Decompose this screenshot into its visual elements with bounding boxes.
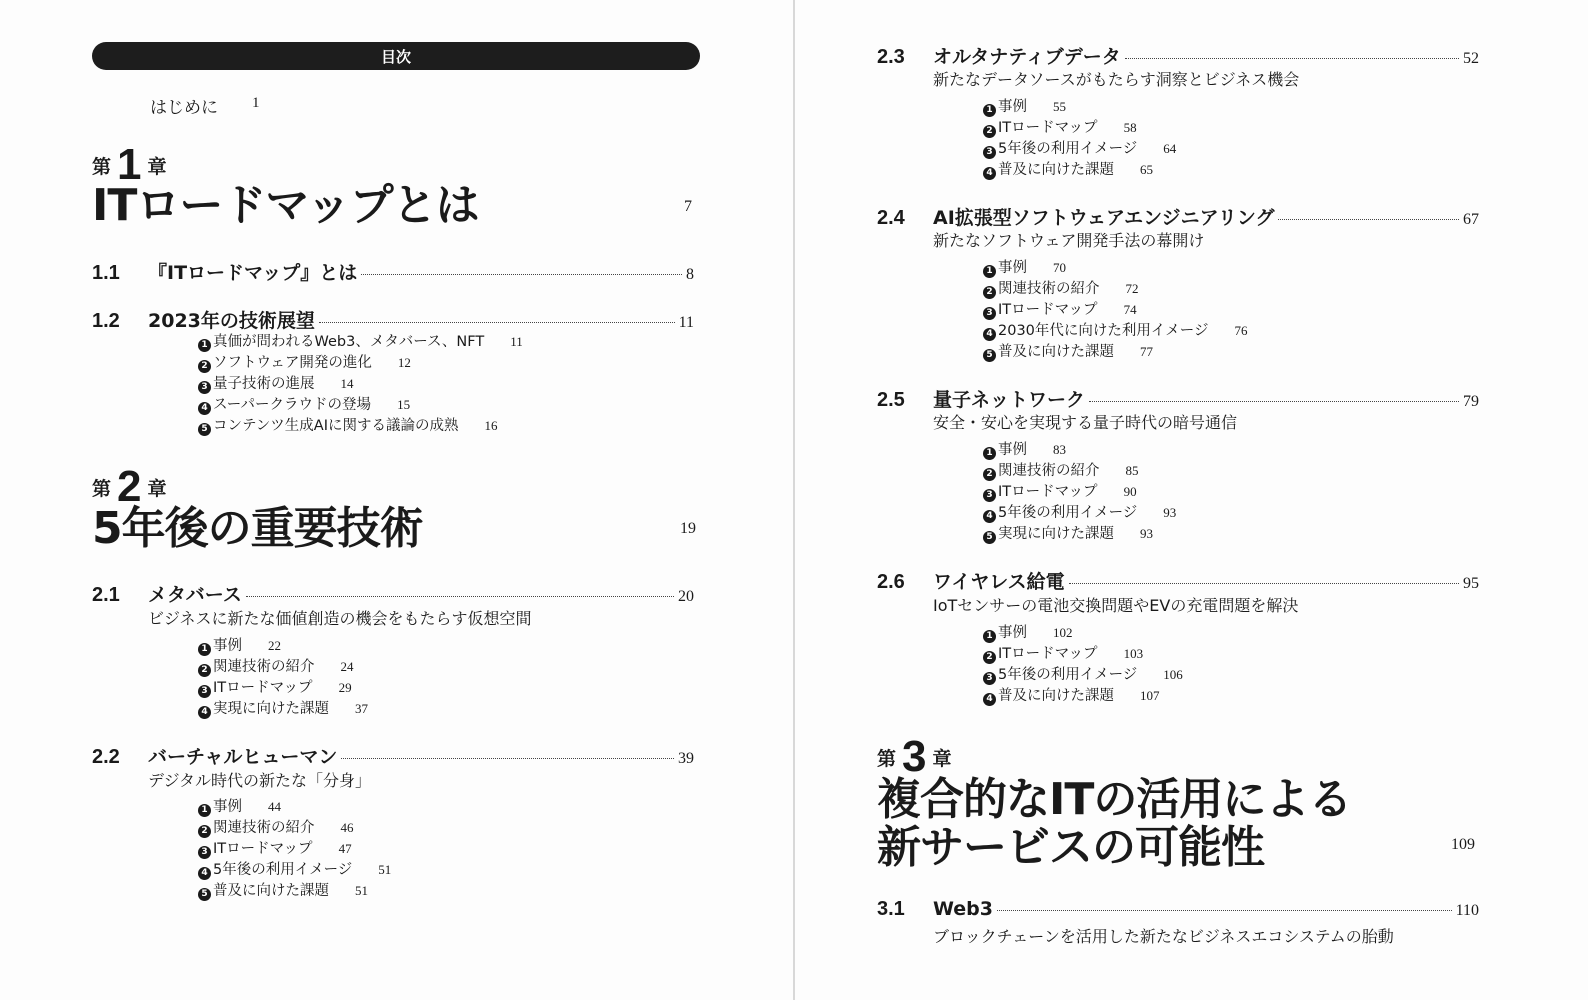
chapter-label-pre: 第 [92,156,112,178]
item-page: 15 [397,397,411,412]
section-page: 79 [1463,393,1479,410]
number-marker-icon: 2 [198,825,211,838]
section-number: 2.6 [877,571,905,593]
number-marker-icon: 1 [198,339,211,352]
chapter-label-post: 章 [147,478,167,500]
section-2-2-subtitle: デジタル時代の新たな「分身」 [148,771,372,790]
number-marker-icon: 1 [198,643,211,656]
item-label: ITロードマップ [213,841,313,857]
item-page: 12 [397,355,411,370]
number-marker-icon: 4 [198,706,211,719]
section-2-4[interactable] [877,203,1479,230]
chapter-2-page: 19 [680,520,696,537]
chapter-number: 2 [117,462,142,511]
item-label: ITロードマップ [998,120,1098,136]
list-item[interactable] [198,816,391,837]
item-label: 普及に向けた課題 [998,344,1114,360]
list-item[interactable] [983,137,1176,158]
number-marker-icon: 3 [198,381,211,394]
list-item[interactable] [198,858,391,879]
section-2-2[interactable] [92,742,694,769]
item-label: 量子技術の進展 [213,376,315,392]
chapter-label-pre: 第 [877,748,897,770]
item-label: 実現に向けた課題 [998,526,1114,542]
number-marker-icon: 2 [983,125,996,138]
item-label: 5年後の利用イメージ [998,141,1138,157]
item-label: 5年後の利用イメージ [998,505,1138,521]
list-item[interactable] [983,298,1247,319]
item-page: 46 [340,820,354,835]
number-marker-icon: 4 [198,867,211,880]
section-title: オルタナティブデータ [933,46,1121,68]
item-page: 22 [268,638,281,653]
item-page: 74 [1123,302,1137,317]
item-page: 103 [1123,646,1144,661]
item-label: ITロードマップ [213,680,313,696]
list-item[interactable] [198,634,368,655]
list-item[interactable] [198,676,368,697]
item-page: 11 [510,334,523,349]
item-page: 58 [1123,120,1137,135]
item-page: 64 [1163,141,1177,156]
dotted-leader [361,274,682,275]
section-1-2-items [198,330,523,435]
section-2-2-items [198,795,391,900]
number-marker-icon: 2 [198,664,211,677]
item-label: 事例 [998,442,1027,458]
number-marker-icon: 3 [198,685,211,698]
section-page: 20 [678,588,694,605]
item-page: 102 [1053,625,1073,640]
number-marker-icon: 3 [983,672,996,685]
chapter-title-line: ITロードマップとは [92,180,479,231]
chapter-label-post: 章 [147,156,167,178]
item-page: 83 [1053,442,1066,457]
list-item[interactable] [983,277,1247,298]
item-label: 事例 [213,638,242,654]
number-marker-icon: 3 [198,846,211,859]
preface-title[interactable]: はじめに [150,98,218,118]
chapter-title-line: 新サービスの可能性 [877,822,1264,873]
section-2-6-subtitle: IoTセンサーの電池交換問題やEVの充電問題を解決 [933,596,1299,615]
number-marker-icon: 4 [983,328,996,341]
list-item[interactable] [983,501,1176,522]
item-label: 関連技術の紹介 [213,659,315,675]
number-marker-icon: 5 [983,349,996,362]
item-page: 55 [1053,99,1066,114]
item-label: 関連技術の紹介 [213,820,315,836]
list-item[interactable] [198,330,523,351]
list-item[interactable] [983,459,1176,480]
number-marker-icon: 1 [198,804,211,817]
number-marker-icon: 1 [983,265,996,278]
number-marker-icon: 5 [198,423,211,436]
section-page: 110 [1455,902,1479,919]
section-2-1[interactable] [92,580,694,607]
list-item[interactable] [198,655,368,676]
section-2-3-items [983,95,1176,179]
dotted-leader [997,910,1452,911]
list-item[interactable] [983,95,1176,116]
preface-page: 1 [252,95,260,111]
number-marker-icon: 5 [198,888,211,901]
item-page: 90 [1123,484,1137,499]
chapter-2-title[interactable] [92,505,423,553]
item-label: スーパークラウドの登場 [213,397,372,413]
list-item[interactable] [983,522,1176,543]
number-marker-icon: 1 [983,630,996,643]
dotted-leader [1089,401,1459,402]
chapter-1-page: 7 [684,198,692,215]
item-label: 関連技術の紹介 [998,463,1100,479]
list-item[interactable] [983,158,1176,179]
section-page: 11 [678,314,694,331]
section-1-1[interactable] [92,258,694,285]
item-page: 77 [1140,344,1153,359]
chapter-title-line: 5年後の重要技術 [92,503,423,554]
item-page: 106 [1163,667,1183,682]
number-marker-icon: 1 [983,104,996,117]
item-label: 普及に向けた課題 [998,162,1114,178]
chapter-label-post: 章 [932,748,952,770]
chapter-number: 3 [902,732,927,781]
item-page: 51 [355,883,368,898]
chapter-3-title[interactable] [877,776,1351,872]
item-label: 5年後の利用イメージ [213,862,353,878]
list-item[interactable] [198,879,391,900]
chapter-3-page: 109 [1451,836,1475,853]
section-page: 39 [678,750,694,767]
section-3-1[interactable] [877,898,1479,921]
item-label: 事例 [998,625,1027,641]
item-page: 24 [340,659,354,674]
item-page: 85 [1125,463,1139,478]
section-title: AI拡張型ソフトウェアエンジニアリング [933,207,1275,229]
list-item[interactable] [983,116,1176,137]
item-label: 事例 [998,99,1027,115]
section-2-3[interactable] [877,42,1479,69]
list-item[interactable] [983,621,1183,642]
dotted-leader [1278,219,1459,220]
chapter-title-line: 複合的なITの活用による [877,774,1352,825]
left-page [0,0,793,1000]
section-page: 67 [1463,211,1479,228]
item-page: 70 [1053,260,1066,275]
section-2-5-items [983,438,1176,543]
list-item[interactable] [198,393,523,414]
section-2-3-subtitle: 新たなデータソースがもたらす洞察とビジネス機会 [933,70,1300,89]
item-label: 事例 [998,260,1027,276]
item-page: 29 [338,680,352,695]
item-page: 14 [340,376,354,391]
item-page: 65 [1140,162,1153,177]
list-item[interactable] [983,319,1247,340]
list-item[interactable] [983,340,1247,361]
item-page: 72 [1125,281,1139,296]
list-item[interactable] [198,837,391,858]
number-marker-icon: 2 [983,468,996,481]
list-item[interactable] [983,642,1183,663]
item-label: コンテンツ生成AIに関する議論の成熟 [213,418,459,434]
list-item[interactable] [983,256,1247,277]
section-page: 52 [1463,50,1479,67]
list-item[interactable] [198,795,391,816]
list-item[interactable] [198,414,523,435]
item-page: 93 [1163,505,1177,520]
chapter-number: 1 [117,140,142,189]
item-page: 76 [1234,323,1248,338]
section-number: 2.5 [877,389,905,411]
number-marker-icon: 3 [983,489,996,502]
section-page: 95 [1463,575,1479,592]
section-number: 1.2 [92,310,120,332]
item-page: 16 [484,418,498,433]
item-page: 37 [355,701,368,716]
section-title: バーチャルヒューマン [148,746,338,768]
item-label: 普及に向けた課題 [998,688,1114,704]
section-2-5[interactable] [877,385,1479,412]
item-label: ITロードマップ [998,646,1098,662]
section-number: 3.1 [877,898,905,920]
list-item[interactable] [983,480,1176,501]
section-number: 2.3 [877,46,905,68]
number-marker-icon: 2 [198,360,211,373]
item-page: 47 [338,841,352,856]
section-page: 8 [686,266,694,283]
section-2-1-subtitle: ビジネスに新たな価値創造の機会をもたらす仮想空間 [148,609,532,628]
section-number: 2.2 [92,746,120,768]
number-marker-icon: 3 [983,307,996,320]
section-2-4-items [983,256,1247,361]
list-item[interactable] [198,351,523,372]
item-label: 普及に向けた課題 [213,883,329,899]
item-label: ITロードマップ [998,302,1098,318]
number-marker-icon: 2 [983,651,996,664]
dotted-leader [1069,583,1459,584]
section-title: 2023年の技術展望 [148,310,315,332]
item-label: ソフトウェア開発の進化 [213,355,372,371]
item-page: 93 [1140,526,1153,541]
section-title: 『ITロードマップ』とは [148,262,358,284]
section-title: Web3 [933,898,993,920]
item-label: 事例 [213,799,242,815]
dotted-leader [246,596,674,597]
section-2-1-items [198,634,368,718]
list-item[interactable] [198,697,368,718]
section-number: 1.1 [92,262,120,284]
number-marker-icon: 1 [983,447,996,460]
right-page [795,0,1588,1000]
chapter-1-title[interactable] [92,182,479,230]
section-2-6-items [983,621,1183,705]
section-2-5-subtitle: 安全・安心を実現する量子時代の暗号通信 [933,413,1238,432]
number-marker-icon: 4 [983,693,996,706]
item-page: 44 [268,799,281,814]
section-1-2[interactable] [92,306,694,333]
list-item[interactable] [983,684,1183,705]
item-page: 107 [1140,688,1160,703]
section-2-4-subtitle: 新たなソフトウェア開発手法の幕開け [933,231,1205,250]
number-marker-icon: 4 [198,402,211,415]
item-label: 実現に向けた課題 [213,701,329,717]
list-item[interactable] [198,372,523,393]
chapter-label-pre: 第 [92,478,112,500]
section-title: ワイヤレス給電 [933,571,1065,593]
dotted-leader [341,758,674,759]
section-3-1-subtitle: ブロックチェーンを活用した新たなビジネスエコシステムの胎動 [933,927,1394,946]
number-marker-icon: 5 [983,531,996,544]
item-label: 真価が問われるWeb3、メタバース、NFT [213,334,485,350]
section-number: 2.4 [877,207,905,229]
item-page: 51 [378,862,392,877]
dotted-leader [319,322,675,323]
item-label: 2030年代に向けた利用イメージ [998,323,1209,339]
section-number: 2.1 [92,584,120,606]
number-marker-icon: 4 [983,510,996,523]
number-marker-icon: 2 [983,286,996,299]
list-item[interactable] [983,663,1183,684]
list-item[interactable] [983,438,1176,459]
number-marker-icon: 4 [983,167,996,180]
section-title: メタバース [148,584,242,606]
dotted-leader [1125,58,1459,59]
number-marker-icon: 3 [983,146,996,159]
section-title: 量子ネットワーク [933,389,1086,411]
item-label: ITロードマップ [998,484,1098,500]
section-2-6[interactable] [877,567,1479,594]
item-label: 関連技術の紹介 [998,281,1100,297]
toc-banner: 目次 [92,42,700,70]
item-label: 5年後の利用イメージ [998,667,1138,683]
